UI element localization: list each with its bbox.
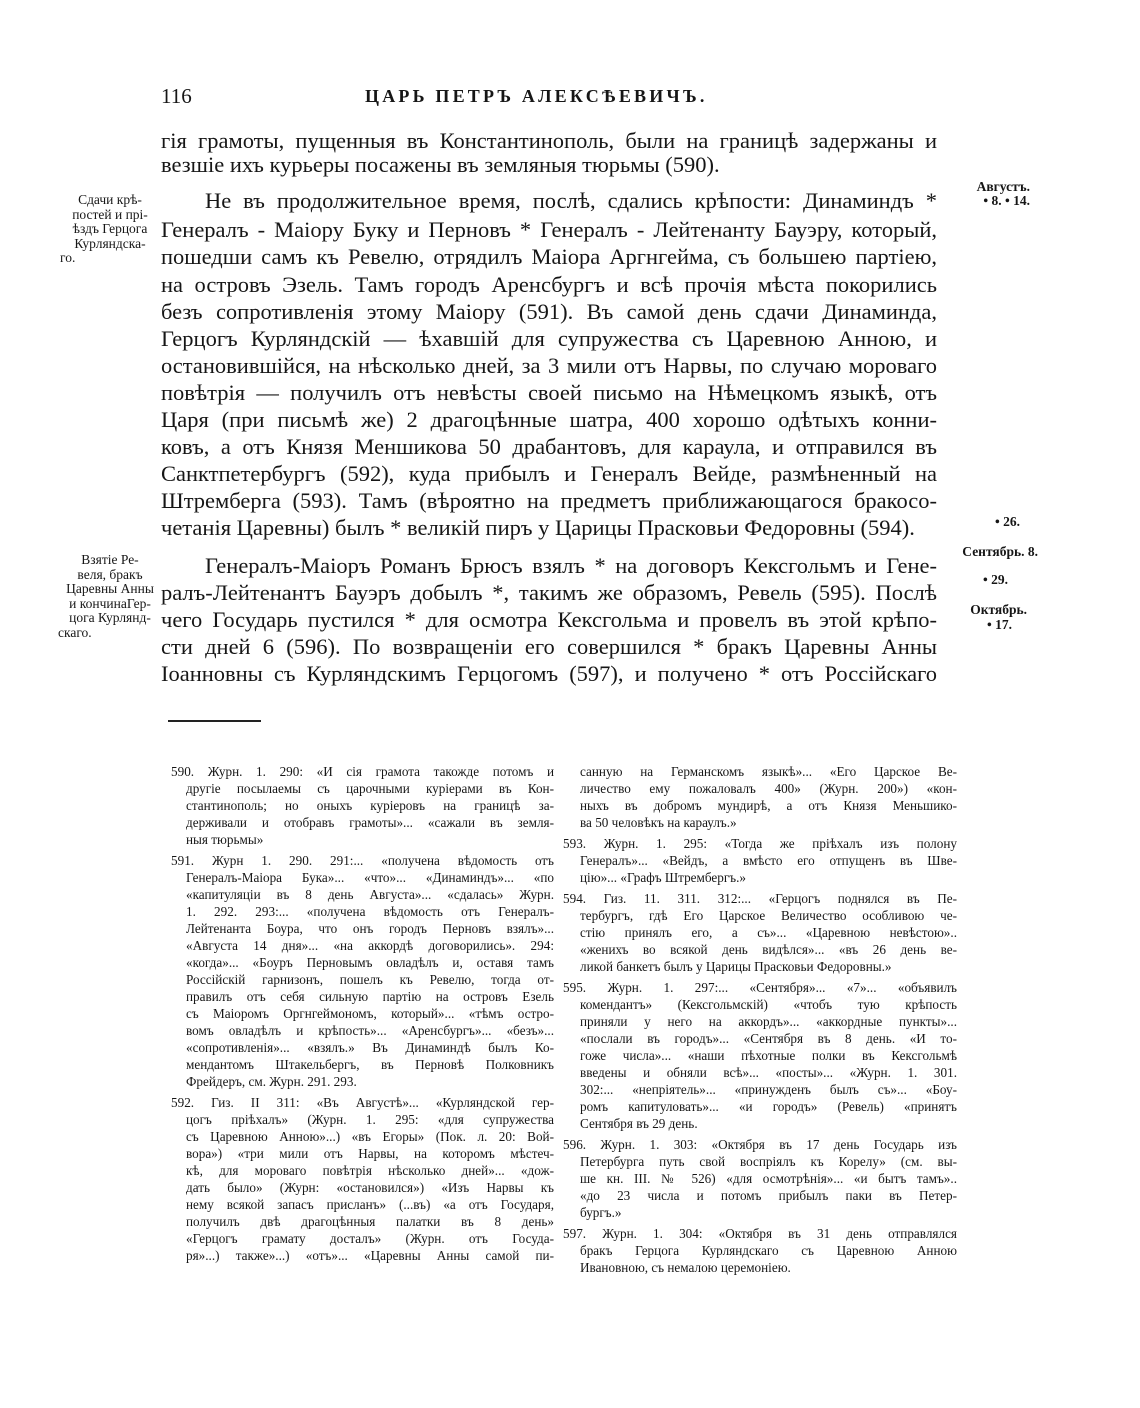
side-note-line: цога Курлянд- xyxy=(69,610,151,625)
footnote-line: другіе посылаемы съ царочными куріерами въ Кон- xyxy=(186,781,554,796)
footnote-line: ромъ капитуловать»... «и городъ» (Ревель) «принятъ xyxy=(580,1099,957,1114)
footnote-line: санную на Германскомъ языкѣ»... «Его Царское Ве- xyxy=(580,764,957,779)
footnote-line: Россійскій гарнизонъ, пошелъ къ Ревелю, тогда от- xyxy=(186,972,554,987)
main-text-line: четанія Царевны) былъ * великій пиръ у Царицы Прасковьи Федоровны (594). xyxy=(161,515,915,540)
main-text-line: Санктпетербургъ (592), куда прибылъ и Генералъ Вейде, размѣненный на xyxy=(161,461,937,486)
footnote-line: стантинополь; но оныхъ куріеровъ на границѣ за- xyxy=(186,798,554,813)
footnote-line: комендантъ» (Кексгольмскій) «чтобъ тую крѣпость xyxy=(580,997,957,1012)
footnote-line: 1. 292. 293:... «получена вѣдомость отъ Генералъ- xyxy=(186,904,554,919)
main-text-line: чего Государь пустился * для осмотра Кексгольма и провелъ въ этой крѣпо- xyxy=(161,607,937,632)
date-note: • 8. • 14. xyxy=(983,193,1030,208)
footnote-line: Лейтенанта Боура, что онъ городъ Перновъ взялъ»... xyxy=(186,921,554,936)
footnote-line: «Герцогъ грамату досталъ» (Журн. отъ Госуда- xyxy=(186,1231,554,1246)
main-text-line: Штремберга (593). Тамъ (вѣроятно на предметъ приближающагося бракосо- xyxy=(161,488,937,513)
page-number: 116 xyxy=(161,84,192,108)
footnote-line: 302:... «непріятель»... «принужденъ былъ съ»... «Боу- xyxy=(580,1082,957,1097)
footnote-line: личество ему пожаловалъ 400» (Журн. 200») «кон- xyxy=(580,781,957,796)
footnote-line: дать было» (Журн: «остановился») «Изъ Нарвы къ xyxy=(186,1180,554,1195)
footnote-line: ликой банкетъ былъ у Царицы Прасковьи Федоровны.» xyxy=(580,959,892,974)
date-note: • 29. xyxy=(983,572,1008,587)
date-note: Сентябрь. 8. xyxy=(962,544,1038,559)
footnote-line: 596. Журн. 1. 303: «Октября въ 17 день Государь изъ xyxy=(563,1137,957,1152)
footnote-line: «женихъ во всякой день видѣлся»... «въ 26 день ве- xyxy=(580,942,957,957)
footnote-line: цію»... «Графъ Штрембергъ.» xyxy=(580,870,746,885)
footnote-line: ныхъ въ добромъ мундирѣ, а отъ Князя Меньшико- xyxy=(580,798,957,813)
side-note-line: постей и прі- xyxy=(72,206,148,222)
footnote-line: 590. Журн. 1. 290: «И сія грамота такожде потомъ и xyxy=(171,764,554,779)
footnote-line: введены и обняли всѣ»... «посты»... «Журн. 1. 301. xyxy=(580,1065,957,1080)
main-text-line: ралъ-Лейтенантъ Бауэръ добылъ *, такимъ же образомъ, Ревель (595). Послѣ xyxy=(161,580,937,605)
side-note-line: и кончинаГер- xyxy=(69,595,151,611)
footnote-line: Генералъ»... «Вейдъ, а вмѣсто его отпущенъ въ Шве- xyxy=(580,853,957,868)
footnote-line: «Августа 14 дня»... «на аккордѣ договорились». 294: xyxy=(186,938,554,953)
side-note-line: ѣздъ Герцога xyxy=(72,221,148,236)
footnote-line: правилъ отъ себя сильную партію на островъ Езель xyxy=(186,989,554,1004)
footnote-line: «когда»... «Боуръ Перновымъ овладѣлъ и, оставя тамъ xyxy=(186,955,554,970)
footnote-line: 594. Гиз. 11. 311. 312:... «Герцогъ поднялся въ Пе- xyxy=(563,891,957,906)
footnote-line: «капитуляціи въ 8 день Августа»... «сдалась» Журн. xyxy=(186,887,554,902)
side-note-line: веля, бракъ xyxy=(77,566,143,582)
footnote-line: «до 23 числа и потомъ прибылъ паки въ Петер- xyxy=(580,1188,957,1203)
main-text-line: ковъ, а отъ Князя Меншикова 50 драбантовъ, для караула, и отправился въ xyxy=(161,434,937,459)
date-note: • 17. xyxy=(987,617,1012,632)
side-note-line: скаго. xyxy=(58,624,92,640)
main-text-line: Генералъ - Маіору Буку и Перновъ * Генералъ - Лейтенанту Бауэру, который, xyxy=(161,217,937,242)
main-text-line: Іоанновны съ Курляндскимъ Герцогомъ (597), и получено * отъ Россійскаго xyxy=(161,661,937,686)
side-note-surrender xyxy=(60,193,160,266)
footnote-line: бракъ Герцога Курляндскаго съ Царевною Анною xyxy=(580,1243,957,1258)
footnote-line: 595. Журн. 1. 297:... «Сентября»... «7»... «объявилъ xyxy=(563,980,957,995)
footnote-line: 597. Журн. 1. 304: «Октября въ 31 день отправлялся xyxy=(563,1226,957,1241)
footnote-line: приняли у него на аккордъ»... «аккордные пункты»... xyxy=(580,1014,957,1029)
date-note: Августъ. xyxy=(976,179,1030,194)
footnote-line: Фрейдеръ, см. Журн. 291. 293. xyxy=(186,1074,357,1089)
date-note: Октябрь. xyxy=(970,602,1027,617)
footnote-line: ва 50 человѣкъ на караулъ.» xyxy=(580,815,737,830)
footnote-line: ныя тюрьмы» xyxy=(186,832,264,847)
main-text-line: повѣтрія — получилъ отъ невѣсты своей письмо на Нѣмецкомъ языкѣ, отъ xyxy=(161,380,937,405)
footnote-line: Генералъ-Маіора Бука»... «что»... «Динаминдъ»... «по xyxy=(186,870,554,885)
footnote-line: гоже числа»... «наши пѣхотные полки въ Кексгольмѣ xyxy=(580,1048,957,1063)
main-text-line: везшіе ихъ курьеры посажены въ земляныя тюрьмы (590). xyxy=(161,152,720,177)
footnote-line: 592. Гиз. II 311: «Въ Августѣ»... «Курляндской гер- xyxy=(171,1095,554,1110)
footnote-line: ря»...) также»...) «отъ»... «Царевны Анны самой пи- xyxy=(186,1248,554,1263)
footnote-line: кѣ, для мороваго повѣтрія нѣсколько дней»... «дож- xyxy=(186,1163,554,1178)
footnote-line: стію принялъ его, а съ»... «Царевною невѣстою».. xyxy=(580,925,957,940)
footnote-line: Сентября въ 29 день. xyxy=(580,1116,698,1131)
running-title: ЦАРЬ ПЕТРЪ АЛЕКСѢЕВИЧЪ. xyxy=(365,86,708,106)
main-text-line: на островъ Эзель. Тамъ городъ Аренсбургъ и всѣ прочія мѣста покорились xyxy=(161,272,937,297)
footnote-line: вора») «три мили отъ Нарвы, на которомъ мѣстеч- xyxy=(186,1146,554,1161)
footnote-line: ше кн. III. № 526) «для осмотрѣнія»... «и бытъ тамъ».. xyxy=(580,1171,957,1186)
side-note-line: Царевны Анны xyxy=(66,581,154,596)
footnote-line: держивали и отобравъ грамоты»... «сажали въ земля- xyxy=(186,815,554,830)
footnote-line: тербургъ, гдѣ Его Царское Величество особливою че- xyxy=(580,908,957,923)
footnote-line: 591. Журн 1. 290. 291:... «получена вѣдомость отъ xyxy=(171,853,554,868)
footnote-line: съ Царевною Анною»...) «въ Егоры» (Пок. л. 20: Вой- xyxy=(186,1129,554,1144)
side-note-revel xyxy=(58,553,162,640)
main-text-line: пошедши самъ къ Ревелю, отрядилъ Маіора Аргнгейма, съ большею партіею, xyxy=(161,244,937,269)
footnote-line: мендантомъ Штакельбергъ, въ Перновѣ Полковникъ xyxy=(186,1057,554,1072)
side-note-line: Сдачи крѣ- xyxy=(78,192,142,207)
footnote-rule xyxy=(168,720,261,722)
footnote-line: получилъ двѣ драгоцѣнныя палатки въ 8 день» xyxy=(186,1214,554,1229)
footnote-line: «сопротивленія»... «взялъ.» Въ Динаминдѣ былъ Ко- xyxy=(186,1040,554,1055)
main-text-line: Генералъ-Маіоръ Романъ Брюсъ взялъ * на договоръ Кексгольмъ и Гене- xyxy=(205,553,937,578)
footnote-line: Петербурга путь свой воспріялъ къ Корелу» (см. вы- xyxy=(580,1154,957,1169)
footnote-line: нему всякой запасъ присланъ» (...въ) «а отъ Государя, xyxy=(186,1197,554,1212)
main-text-line: Не въ продолжительное время, послѣ, сдались крѣпости: Динаминдъ * xyxy=(205,188,937,213)
main-text-line: Герцогъ Курляндскій — ѣхавшій для супружества съ Царевною Анною, и xyxy=(161,326,937,351)
footnote-line: Ивановною, съ немалою церемоніею. xyxy=(580,1260,791,1275)
main-text-line: остановившійся, на нѣсколько дней, за 3 мили отъ Нарвы, по случаю мороваго xyxy=(161,353,937,378)
footnote-line: «послали въ городъ»... «Сентября въ 8 день. «И то- xyxy=(580,1031,957,1046)
date-note: • 26. xyxy=(995,514,1020,529)
footnote-line: вомъ овладѣлъ и крѣпость»... «Аренсбургъ»... «безъ»... xyxy=(186,1023,554,1038)
footnote-line: съ Маіоромъ Оргнгеймономъ, который»... «тѣмъ остро- xyxy=(186,1006,554,1021)
footnote-line: цогъ пріѣхалъ» (Журн. 1. 295: «для супружества xyxy=(186,1112,554,1127)
main-text-line: гія грамоты, пущенныя въ Константинополь, были на границѣ задержаны и xyxy=(161,128,937,153)
side-note-line: го. xyxy=(60,250,76,265)
footnote-line: бургъ.» xyxy=(580,1205,622,1220)
main-text-line: Царя (при письмѣ же) 2 драгоцѣнные шатра, 400 хорошо одѣтыхъ конни- xyxy=(161,407,937,432)
footnote-line: 593. Журн. 1. 295: «Тогда же пріѣхалъ изъ полону xyxy=(563,836,957,851)
side-note-line: Взятіе Ре- xyxy=(81,552,139,567)
main-text-line: сти дней 6 (596). По возвращеніи его совершился * бракъ Царевны Анны xyxy=(161,634,937,659)
side-note-line: Курляндска- xyxy=(74,235,146,251)
main-text-line: безъ сопротивленія этому Маіору (591). Въ самой день сдачи Динаминда, xyxy=(161,299,937,324)
